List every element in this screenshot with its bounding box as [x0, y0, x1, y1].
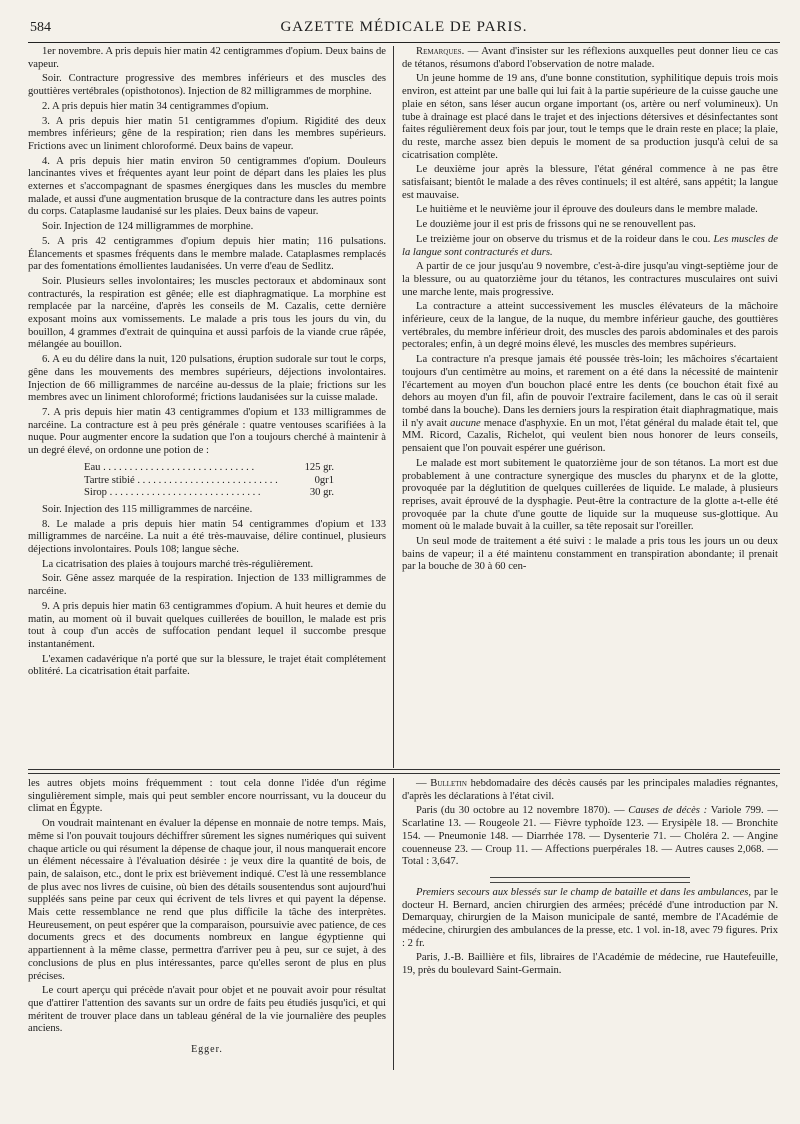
paragraph: La contracture a atteint successivement les muscles élévateurs de la mâchoire inférieure, ceux de la langue, de la nuque, du membre inférieur gauche, des gouttières vertébrales, du membre inférieur droit, des muscles des parois abdominales et des parois pectorales; enfin, à un degré moins élevé, les muscles des membres supérieurs. [402, 301, 778, 351]
paragraph: Soir. Injection des 115 milligrammes de narcéine. [42, 503, 253, 515]
potion-ingredient: Eau . . . [84, 462, 278, 475]
paragraph-text: La contracture n'a presque jamais été poussée très-loin; les mâchoires s'écartaient toujours d'un centimètre au moins, et rarement on a été dans la nécessité de maintenir l'écartement au moyen d'un bouchon placé entre les dents (ce bouchon était fixé au dehors au moyen d'un fil, afin de pouvoir l'extraire facilement, dans le cas où il serait tombé dans la bouche). Dans les derniers jours la respiration était diaphragmatique, mais il n'y avait [402, 354, 778, 429]
paragraph: 1er novembre. A pris depuis hier matin 42 centigrammes d'opium. Deux bains de vapeur. [28, 46, 386, 70]
column-divider [393, 778, 394, 1070]
italic-text: aucune [450, 417, 481, 429]
column-bulletin [402, 778, 778, 1078]
book-description: par le docteur H. Bernard, ancien chirurgien des armées; précédé d'une introduction par N. Demarquay, chirurgien de la Maison municipale de santé, membre de l'Académie de médecine, chirurgien des ambulances de la presse, etc. 1 vol. in-18, avec 79 figures. Prix : 2 fr. [402, 886, 778, 949]
page-header [28, 16, 780, 43]
paragraph-text: Le treizième jour on observe du trismus et de la roideur dans le cou. [416, 233, 711, 245]
potion-quantity: 0gr1 [314, 474, 334, 486]
paris-prefix: Paris (du 30 octobre au 12 novembre 1870). — [416, 805, 625, 817]
paragraph-text: menace d'asphyxie. En un mot, l'état général du malade était tel, que MM. Ricord, Cazalis, Richelot, qui veulent bien nous honorer de leurs conseils, pensaient que l'on pouvait espérer une guérison. [402, 417, 778, 455]
column-case-observation [28, 46, 386, 766]
paragraph: Le court aperçu qui précède n'avait pour objet et ne pouvait avoir pour résultat que d'attirer l'attention des savants sur un ordre de faits peu étudiés jusqu'ici, et qui méritent de trouver place dans un tableau général de la vie journalière des peuples anciens. [28, 985, 386, 1035]
paragraph: 7. A pris depuis hier matin 43 centigrammes d'opium et 133 milligrammes de narcéine. La contracture est à peu près générale : quatre ventouses scarifiées à la nuque. Pour augmenter encore la sudation que l'on a toujours cherché à maintenir à un degré élevé, on ordonne une potion de : [28, 406, 386, 457]
paragraph: L'examen cadavérique n'a porté que sur la blessure, le trajet était complétement oblitéré. La cicatrisation était parfaite. [28, 653, 386, 678]
paragraph [402, 887, 778, 951]
paragraph [402, 354, 778, 456]
paragraph: Soir. Plusieurs selles involontaires; les muscles pectoraux et abdominaux sont contracturés, la respiration est gênée; elle est diaphragmatique. La morphine est remplacée par la narcéine, d'après les conseils de M. Cazalis, cette dernière exposant moins aux vomissements. Le malade a pris tous les jours du vin, du bouillon, 4 grammes d'extrait de quinquina et aussi parfois de la viande crue râpée, mélangée au bouillon. [28, 275, 386, 351]
potion-row [84, 462, 334, 475]
column-article-end [28, 778, 386, 1078]
paragraph [402, 46, 778, 71]
journal-title: GAZETTE MÉDICALE DE PARIS. [280, 19, 528, 35]
paragraph [402, 234, 778, 259]
paragraph: Le deuxième jour après la blessure, l'état général commence à ne pas être satisfaisant; bientôt le malade a des rêves continuels; il est altéré, sans appétit; la langue est mauvaise. [402, 164, 778, 201]
paragraph: 9. A pris depuis hier matin 63 centigrammes d'opium. A huit heures et demie du matin, au moment où il buvait quelques cuillerées de bouillon, le malade est pris tout à coup d'un accès de suffocation pendant lequel il succombe presque instantanément. [28, 600, 386, 650]
paragraph-text: — Avant d'insister sur les réflexions auxquelles peut donner lieu ce cas de tétanos, résumons d'abord l'observation de notre malade. [402, 46, 778, 70]
separator-rule [490, 882, 690, 883]
paragraph: Paris, J.-B. Baillière et fils, libraires de l'Académie de médecine, rue Hautefeuille, 19, près du boulevard Saint-Germain. [402, 952, 778, 977]
book-title: Premiers secours aux blessés sur le champ de bataille et dans les ambulances, [416, 886, 752, 898]
paragraph: Soir. Injection de 124 milligrammes de morphine. [42, 221, 254, 233]
paragraph: 3. A pris depuis hier matin 51 centigrammes d'opium. Rigidité des deux membres inférieurs; gêne de la respiration; rien dans les membres supérieurs. Frictions avec un liniment chloroformé. Deux bains de vapeur. [28, 115, 386, 152]
paragraph: Le huitième et le neuvième jour il éprouve des douleurs dans le membre malade. [416, 204, 758, 216]
remarks-label: Remarques. [416, 46, 465, 57]
potion-ingredient: Tartre stibié . . . [84, 475, 278, 488]
potion-prescription [28, 462, 386, 500]
paragraph: 6. A eu du délire dans la nuit, 120 pulsations, éruption sudorale sur tout le corps, gêne dans les mouvements des membres supérieurs, déjections involontaires. Injection de 66 milligrammes de narcéine au-dessus de la plaie; frictions sur les membres avec un liniment chloroformé; frictions laudanisées sur la cuisse malade. [28, 354, 386, 404]
page-number: 584 [30, 20, 51, 35]
paragraph: Un seul mode de traitement a été suivi : le malade a pris tous les jours un ou deux bains de vapeur; il a été maintenu constamment en transpiration abondante; il prenait par la bouche de 30 à 60 cen- [402, 536, 778, 573]
causes-label: Causes de décès : [628, 805, 708, 817]
paragraph: 2. A pris depuis hier matin 34 centigrammes d'opium. [42, 100, 269, 112]
paragraph: Un jeune homme de 19 ans, d'une bonne constitution, syphilitique depuis trois mois environ, est atteint par une balle qui lui fait à la partie supérieure de la cuisse gauche une plaie en séton, sans léser aucun organe important (os, artère ou nerf volumineux). Un tube à drainage est placé dans le trajet et des injections détersives et désinfectantes sont faites régulièrement deux fois par jour, tout le temps que le drain reste en place; la plaie, du reste, marche assez bien depuis le moment de sa production jusqu'à celui de sa cicatrisation complète. [402, 73, 778, 161]
paragraph: Soir. Contracture progressive des membres inférieurs et des muscles des gouttières vertébrales (opisthotonos). Injection de 82 milligrammes de morphine. [28, 73, 386, 98]
section-rule [28, 769, 780, 770]
potion-quantity: 30 gr. [309, 487, 334, 499]
paragraph: — Bulletin hebdomadaire des décès causés par les principales maladies régnantes, d'après les déclarations à l'état civil. [402, 778, 778, 802]
paragraph-text: hebdomadaire des décès causés par les principales maladies régnantes, d'après les déclarations à l'état civil. [402, 778, 778, 802]
italic-text: Les muscles de la langue sont contracturés et durs. [402, 233, 778, 258]
separator-rule [490, 877, 690, 878]
potion-row [84, 487, 334, 500]
paragraph: 5. A pris 42 centigrammes d'opium depuis hier matin; 116 pulsations. Élancements et spasmes fréquents dans le membre malade. Cataplasmes remplacés par des fomentations émollientes laudanisées. Un verre d'eau de Sedlitz. [28, 235, 386, 273]
potion-row [84, 475, 334, 488]
paragraph: 4. A pris depuis hier matin environ 50 centigrammes d'opium. Douleurs lancinantes vives et fréquentes ayant leur point de départ dans les plaies les plus externes et s'accompagnant de spasmes énergiques dans les muscles du membre malade, et aussi d'une augmentation brusque de la contracture dans les autres points du corps. Cataplasme laudanisé sur les plaies. Deux bains de vapeur. [28, 155, 386, 218]
paragraph: Soir. Gêne assez marquée de la respiration. Injection de 133 milligrammes de narcéine. [28, 573, 386, 598]
potion-ingredient: Sirop . . . [84, 487, 278, 500]
bulletin-label: Bulletin [430, 778, 467, 789]
paragraph: Le douzième jour il est pris de frissons qui ne se renouvellent pas. [416, 219, 696, 231]
column-remarks [402, 46, 778, 766]
paragraph: Le malade est mort subitement le quatorzième jour de son tétanos. La mort est due probablement à une contracture synergique des muscles du pharynx et de la glotte, provoquée par la déglutition de quelques cuillerées de liquide. Le malade, à plusieurs reprises, avait éprouvé de la dysphagie. Peut-être la contracture de la glotte a-t-elle été provoquée par la chute d'une goutte de liquide sur la muqueuse sus-glottique. Au moment où le malade buvait à la cuiller, sa tête reposait sur l'oreiller. [402, 457, 778, 533]
paragraph: A partir de ce jour jusqu'au 9 novembre, c'est-à-dire jusqu'au vingt-septième jour de la blessure, ou au quatorzième jour du tétanos, les contractures musculaires ont suivi une marche lente, mais progressive. [402, 261, 778, 298]
paragraph: La cicatrisation des plaies à toujours marché très-régulièrement. [42, 558, 314, 570]
causes-list: Variole 799. — Scarlatine 13. — Rougeole 21. — Fièvre typhoïde 123. — Erysipèle 18. — Bronchite 154. — Pneumonie 148. — Diarrhée 178. — Dysenterie 71. — Choléra 2. — Angine couenneuse 23. — Croup 11. — Affections puerpérales 18. — Autres causes 2,068. — Total : 3,647. [402, 805, 778, 868]
paragraph [402, 805, 778, 869]
paragraph: 8. Le malade a pris depuis hier matin 54 centigrammes d'opium et 133 milligrammes de narcéine. La nuit a été très-mauvaise, délire continuel, plusieurs déjections involontaires. Pouls 108; langue sèche. [28, 518, 386, 556]
paragraph: les autres objets moins fréquemment : tout cela donne l'idée d'un régime singulièrement simple, mais qui peut sembler encore nourrissant, vu la douceur du climat en Égypte. [28, 778, 386, 815]
potion-quantity: 125 gr. [304, 461, 334, 473]
section-rule [28, 773, 780, 774]
author-signature: Egger. [191, 1044, 223, 1056]
column-divider [393, 46, 394, 768]
paragraph: On voudrait maintenant en évaluer la dépense en monnaie de notre temps. Mais, même si l'on pouvait toujours déchiffrer sûrement les signes numériques qui suivent chaque article ou qui résument la dépense de chaque jour, il nous manquerait encore un élément nécessaire à l'évaluation désirée : je veux dire la quantité de bois, de pain, de salaison, etc., dont le prix est brièvement indiqué. C'est là une ressemblance de plus avec nos livres de cuisine, où bien des détails sousentendus sont aujourd'hui suppléés sans peine par ceux qui écrivent de tels livres et qui payent la dépense. Mais cette ressemblance ne rend que plus difficile la tâche des interprètes. Heureusement, on peut espérer que la comparaison, poursuivie avec patience, de ces documents grecs et des documents nombreux en langue égyptienne qui appartiennent à la même classe, permettra d'arriver peu à peu, sur ce sujet, à des conclusions de plus en plus intéressantes, parce qu'elles seront de plus en plus précises. [28, 818, 386, 982]
